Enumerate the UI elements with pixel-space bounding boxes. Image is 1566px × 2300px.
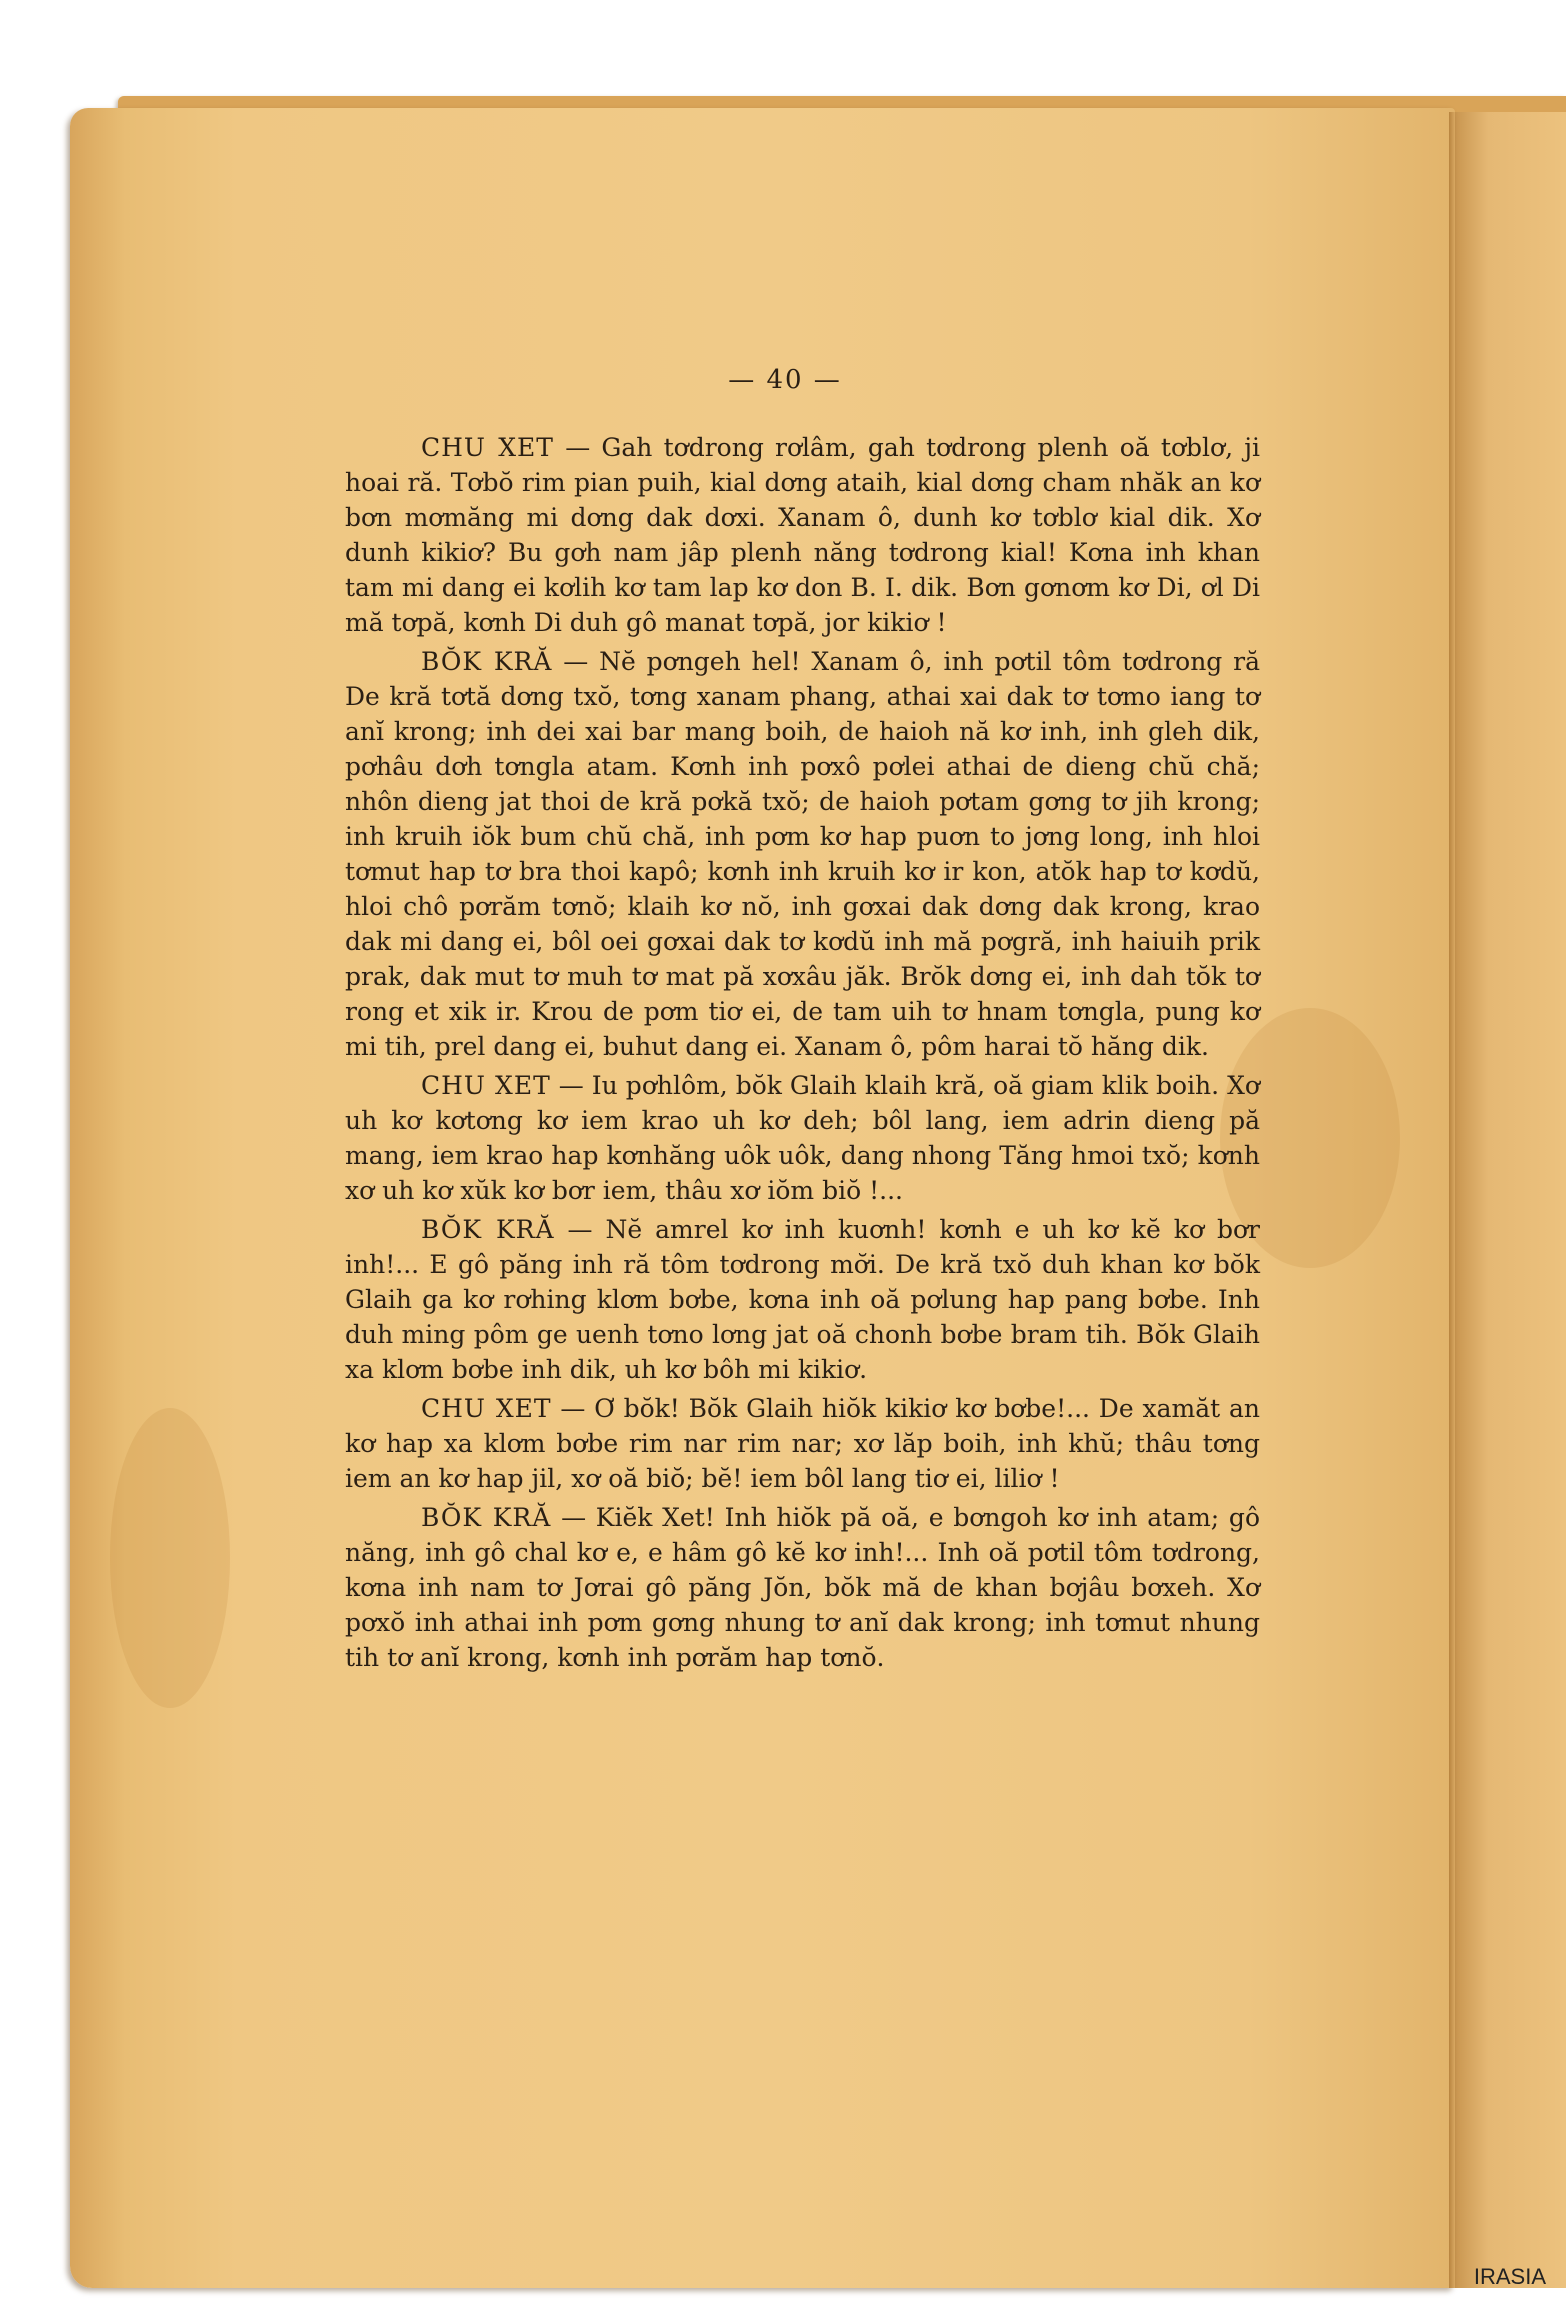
dialogue-text: — Gah tơdrong rơlâm, gah tơdrong plenh oă tơblơ, ji hoai ră. Tơbŏ rim pian puih, kial dơng ataih, kial dơng cham nhăk an kơ bơn mơmăng mi dơng dak dơxi. Xanam ô, dunh kơ tơblơ kial dik. Xơ dunh kikiơ? Bu gơh nam jâp plenh năng tơdrong kial! Kơna inh khan tam mi dang ei kơlih kơ tam lap kơ don B. I. dik. Bơn gơnơm kơ Di, ơl Di mă tơpă, kơnh Di duh gô manat tơpă, jor kikiơ ! <box>345 433 1260 637</box>
paragraph <box>345 1212 1260 1387</box>
watermark-label: IRASIA <box>1473 2264 1546 2289</box>
speaker-name: BŎK KRĂ <box>421 1503 552 1532</box>
dialogue-text: — Kiĕk Xet! Inh hiŏk pă oă, e bơngoh kơ inh atam; gô năng, inh gô chal kơ e, e hâm gô kĕ kơ inh!... Inh oă pơtil tôm tơdrong, kơna inh nam tơ Jơrai gô păng Jŏn, bŏk mă de khan bơjâu bơxeh. Xơ pơxŏ inh athai inh pơm gơng nhung tơ anĭ dak krong; inh tơmut nhung tih tơ anĭ krong, kơnh inh pơrăm hap tơnŏ. <box>345 1503 1260 1672</box>
dialogue-text: — Nĕ amrel kơ inh kuơnh! kơnh e uh kơ kĕ kơ bơr inh!... E gô păng inh ră tôm tơdrong mơ̆i. De kră txŏ duh khan kơ bŏk Glaih ga kơ rơhing klơm bơbe, kơna inh oă pơlung hap pang bơbe. Inh duh ming pôm ge uenh tơno lơng jat oă chonh bơbe bram tih. Bŏk Glaih xa klơm bơbe inh dik, uh kơ bôh mi kikiơ. <box>345 1215 1260 1384</box>
page-number: — 40 — <box>728 365 842 395</box>
dialogue-text: — Ơ bŏk! Bŏk Glaih hiŏk kikiơ kơ bơbe!... De xamăt an kơ hap xa klơm bơbe rim nar rim nar; xơ lăp boih, inh khŭ; thâu tơng iem an kơ hap jil, xơ oă biŏ; bĕ! iem bôl lang tiơ ei, liliơ ! <box>345 1394 1260 1493</box>
paragraph <box>345 1500 1260 1675</box>
speaker-name: CHU XET <box>421 1071 551 1100</box>
paragraph <box>345 430 1260 640</box>
dialogue-text: — Nĕ pơngeh hel! Xanam ô, inh pơtil tôm tơdrong ră De kră tơtă dơng txŏ, tơng xanam phang, athai xai dak tơ tơmo iang tơ anĭ krong; inh dei xai bar mang boih, de haioh nă kơ inh, inh gleh dik, pơhâu dơh tơngla atam. Kơnh inh pơxô pơlei athai de dieng chŭ chă; nhôn dieng jat thoi de kră pơkă txŏ; de haioh pơtam gơng tơ jih krong; inh kruih iŏk bum chŭ chă, inh pơm kơ hap puơn to jơng long, inh hloi tơmut hap tơ bra thoi kapô; kơnh inh kruih kơ ir kon, atŏk hap tơ kơdŭ, hloi chô pơrăm tơnŏ; klaih kơ nŏ, inh gơxai dak dơng dak krong, krao dak mi dang ei, bôl oei gơxai dak tơ kơdŭ inh mă pơgră, inh haiuih prik prak, dak mut tơ muh tơ mat pă xơxâu jăk. Brŏk dơng ei, inh dah tŏk tơ rong et xik ir. Krou de pơm tiơ ei, de tam uih tơ hnam tơngla, pung kơ mi tih, prel dang ei, buhut dang ei. Xanam ô, pôm harai tŏ hăng dik. <box>345 647 1261 1061</box>
body-text <box>345 430 1260 1679</box>
binding-fold <box>1449 112 1455 2288</box>
facing-page-edge <box>1455 112 1566 2288</box>
speaker-name: CHU XET <box>421 433 554 462</box>
paper-stain <box>110 1408 230 1708</box>
paragraph <box>345 1391 1260 1496</box>
paragraph <box>345 1068 1260 1208</box>
speaker-name: BŎK KRĂ <box>421 1215 555 1244</box>
speaker-name: BŎK KRĂ <box>421 647 553 676</box>
speaker-name: CHU XET <box>421 1394 552 1423</box>
paragraph <box>345 644 1260 1064</box>
dialogue-text: — Iu pơhlôm, bŏk Glaih klaih kră, oă giam klik boih. Xơ uh kơ kơtơng kơ iem krao uh kơ deh; bôl lang, iem adrin dieng pă mang, iem krao hap kơnhăng uôk uôk, dang nhong Tăng hmoi txŏ; kơnh xơ uh kơ xŭk kơ bơr iem, thâu xơ iŏm biŏ !... <box>345 1071 1260 1205</box>
